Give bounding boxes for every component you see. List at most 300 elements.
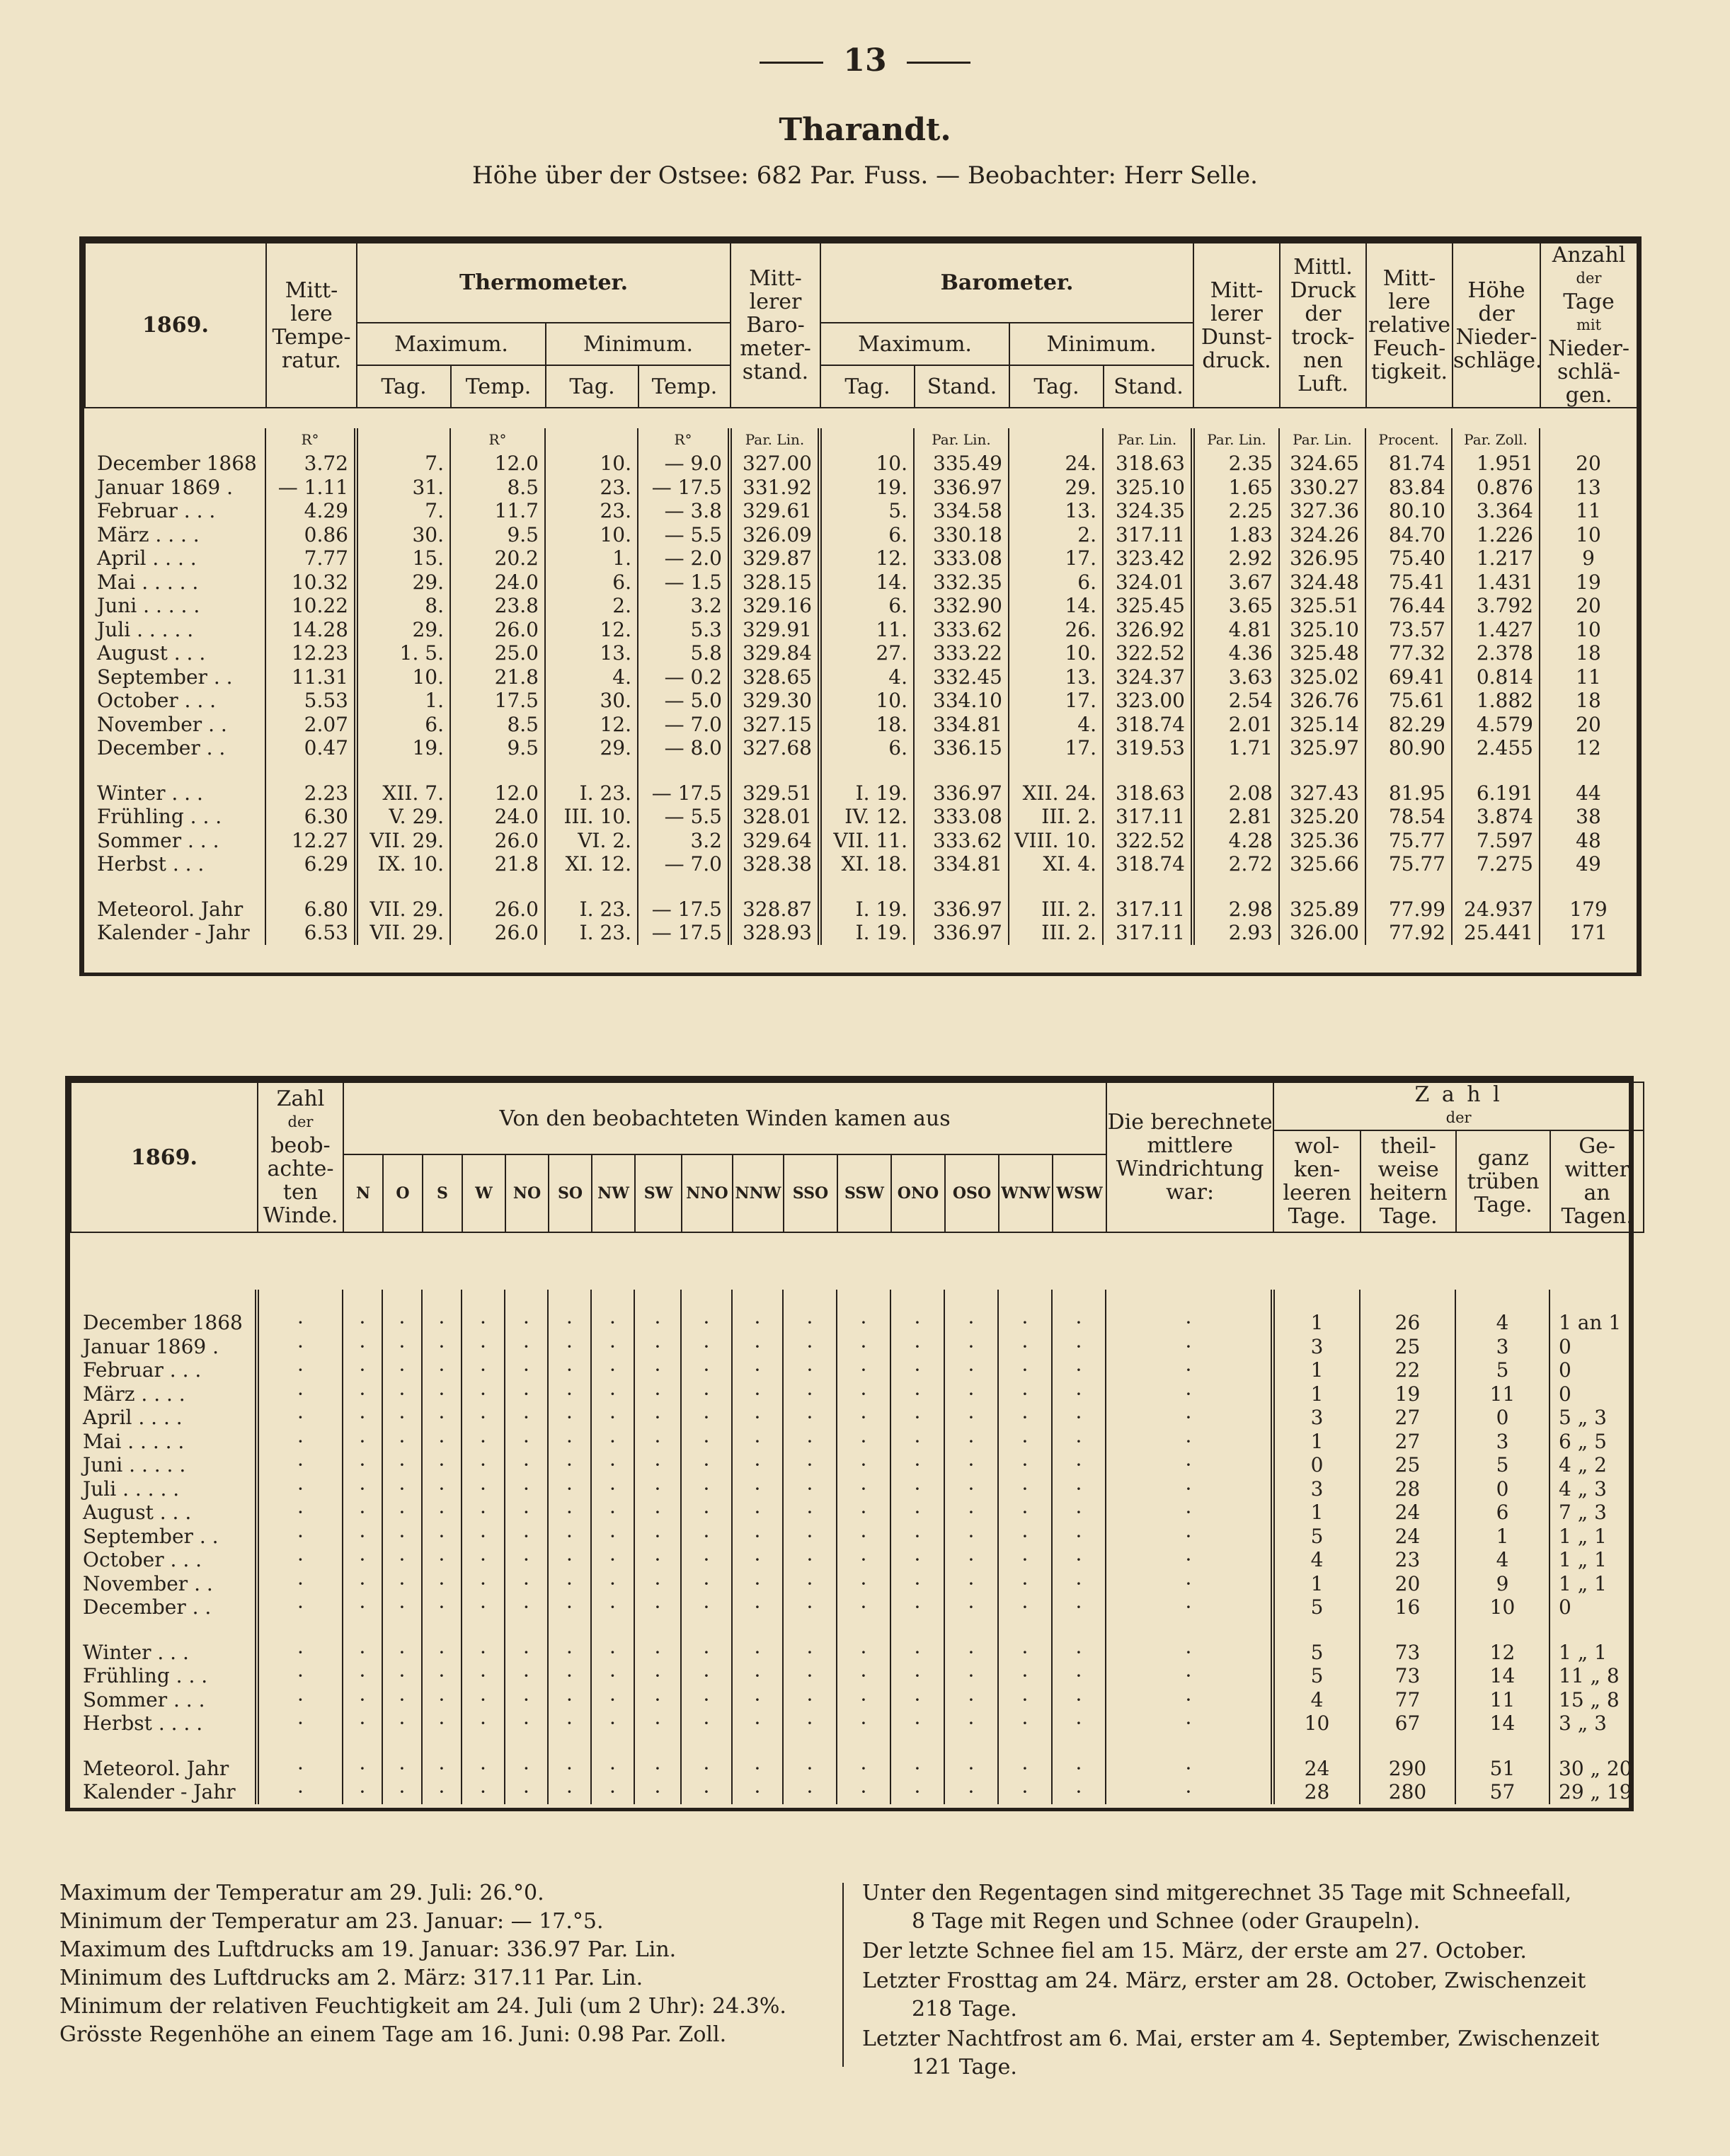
t2-empty-dot: · <box>462 1406 505 1430</box>
t1-cell: 9.5 <box>450 736 545 760</box>
t2-row-label: Kalender - Jahr <box>83 1780 236 1804</box>
t2-empty-dot: · <box>343 1780 382 1804</box>
t2-dir-header: WSW <box>1053 1154 1106 1232</box>
t1-cell: 6.53 <box>265 921 356 945</box>
t1-cell: 328.15 <box>730 570 820 595</box>
t1-cell: 24.0 <box>450 570 545 595</box>
t2-empty-dot: · <box>257 1688 343 1712</box>
t1-cell: XI. 18. <box>820 852 914 876</box>
t1-cell: 333.62 <box>914 618 1009 642</box>
t1-cell: 323.00 <box>1103 689 1193 713</box>
t2-empty-dot: · <box>837 1453 890 1477</box>
t2-empty-dot: · <box>1106 1688 1273 1712</box>
t2-empty-dot: · <box>783 1664 837 1688</box>
t2-empty-dot: · <box>732 1572 783 1596</box>
t2-empty-dot: · <box>1106 1382 1273 1406</box>
t2-empty-dot: · <box>1106 1525 1273 1549</box>
t1-cell: 324.37 <box>1103 665 1193 689</box>
t2-row <box>70 1477 1643 1501</box>
t1-cell: III. 2. <box>1009 805 1103 829</box>
t2-empty-dot: · <box>890 1641 944 1665</box>
t2-empty-dot: · <box>890 1430 944 1454</box>
t2-cell: 67 <box>1360 1711 1455 1736</box>
t2-empty-dot: · <box>343 1757 382 1781</box>
t2-empty-dot: · <box>257 1757 343 1781</box>
t2-empty-dot: · <box>548 1757 591 1781</box>
t1-cell: 328.65 <box>730 665 820 689</box>
t2-empty-dot: · <box>783 1688 837 1712</box>
t1-cell: 336.97 <box>914 476 1009 500</box>
t1-cell: 2.54 <box>1193 689 1279 713</box>
t1-cell: 1.951 <box>1452 452 1540 476</box>
t1-cell: 0.876 <box>1452 476 1540 500</box>
t1-cell: 329.84 <box>730 641 820 665</box>
t2-empty-dot: · <box>783 1525 837 1549</box>
t2-empty-dot: · <box>732 1358 783 1382</box>
t2-cell: 0 <box>1273 1453 1360 1477</box>
t2-empty-dot: · <box>681 1595 732 1619</box>
t1-cell: 329.91 <box>730 618 820 642</box>
t1-th-minimum: Minimum. <box>546 323 731 365</box>
t2-empty-dot: · <box>257 1430 343 1454</box>
t2-empty-dot: · <box>1052 1382 1106 1406</box>
t2-empty-dot: · <box>783 1780 837 1804</box>
t1-cell: 6. <box>545 570 638 595</box>
t2-empty-dot: · <box>732 1311 783 1335</box>
t2-empty-dot: · <box>505 1477 548 1501</box>
t1-cell: 27. <box>820 641 914 665</box>
t2-cell: 7 „ 3 <box>1549 1501 1643 1525</box>
t1-cell: — 2.0 <box>638 546 730 570</box>
t2-empty-dot: · <box>422 1501 462 1525</box>
t2-cell: 25 <box>1360 1453 1455 1477</box>
t1-cell: 2.01 <box>1193 713 1279 737</box>
t2-empty-dot: · <box>783 1548 837 1572</box>
t2-empty-dot: · <box>382 1525 422 1549</box>
t1-unit: Par. Lin. <box>1193 428 1279 452</box>
t1-cell: 326.92 <box>1103 618 1193 642</box>
t1-cell: III. 2. <box>1009 921 1103 945</box>
t1-cell: — 1.11 <box>265 476 356 500</box>
t1-cell: 333.62 <box>914 829 1009 853</box>
t2-empty-dot: · <box>890 1780 944 1804</box>
t1-cell: 17. <box>1009 546 1103 570</box>
t2-cell: 77 <box>1360 1688 1455 1712</box>
t1-cell: 14.28 <box>265 618 356 642</box>
t2-empty-dot: · <box>591 1311 634 1335</box>
t2-empty-dot: · <box>1106 1780 1273 1804</box>
t2-empty-dot: · <box>1052 1780 1106 1804</box>
t1-cell: 325.36 <box>1279 829 1365 853</box>
t2-empty-dot: · <box>257 1406 343 1430</box>
t1-cell: 9.5 <box>450 523 545 547</box>
t2-empty-dot: · <box>1106 1664 1273 1688</box>
t1-unit: Par. Lin. <box>730 428 820 452</box>
t1-cell: IX. 10. <box>356 852 450 876</box>
t1-cell: 2. <box>1009 523 1103 547</box>
t1-cell: 12.0 <box>450 781 545 805</box>
t2-empty-dot: · <box>422 1664 462 1688</box>
t1-cell: 325.10 <box>1103 476 1193 500</box>
t2-empty-dot: · <box>343 1595 382 1619</box>
t1-cell: 4.28 <box>1193 829 1279 853</box>
t1-cell: 12. <box>545 713 638 737</box>
t2-empty-dot: · <box>732 1430 783 1454</box>
t2-empty-dot: · <box>382 1548 422 1572</box>
t1-cell: 5.53 <box>265 689 356 713</box>
t2-cell: 73 <box>1360 1641 1455 1665</box>
t1-cell: 4. <box>820 665 914 689</box>
t2-gewitter-header: Ge- witter an Tagen. <box>1550 1130 1644 1232</box>
t2-empty-dot: · <box>382 1572 422 1596</box>
t2-empty-dot: · <box>783 1711 837 1736</box>
t1-cell: V. 29. <box>356 805 450 829</box>
t1-cell: 7.597 <box>1452 829 1540 853</box>
t2-empty-dot: · <box>422 1453 462 1477</box>
t1-cell: 26.0 <box>450 921 545 945</box>
t1-cell: 10.22 <box>265 594 356 618</box>
t1-cell: 75.77 <box>1365 829 1452 853</box>
t2-empty-dot: · <box>505 1595 548 1619</box>
t2-cell: 28 <box>1360 1477 1455 1501</box>
t2-empty-dot: · <box>634 1595 681 1619</box>
t2-dir-header: NW <box>592 1154 635 1232</box>
t1-cell: 4.36 <box>1193 641 1279 665</box>
t1-cell: 26.0 <box>450 898 545 922</box>
t2-empty-dot: · <box>257 1780 343 1804</box>
t2-gap <box>70 1619 1643 1641</box>
t1-cell: 10 <box>1540 523 1637 547</box>
t2-empty-dot: · <box>732 1453 783 1477</box>
t2-row-label: Frühling . . . <box>83 1664 208 1688</box>
t2-empty-dot: · <box>1052 1335 1106 1359</box>
t1-cell: 7.275 <box>1452 852 1540 876</box>
t1-row <box>84 713 1637 737</box>
t1-cell: 3.792 <box>1452 594 1540 618</box>
t2-empty-dot: · <box>681 1548 732 1572</box>
t2-empty-dot: · <box>1106 1501 1273 1525</box>
t1-cell: 327.68 <box>730 736 820 760</box>
t2-cell: 22 <box>1360 1358 1455 1382</box>
t1-cell: — 5.5 <box>638 523 730 547</box>
t1-cell: 0.86 <box>265 523 356 547</box>
t2-row <box>70 1641 1643 1665</box>
t2-empty-dot: · <box>890 1757 944 1781</box>
t1-cell: 6. <box>820 736 914 760</box>
table2-body <box>70 1290 1643 1804</box>
t2-empty-dot: · <box>462 1477 505 1501</box>
t2-empty-dot: · <box>257 1711 343 1736</box>
t2-empty-dot: · <box>548 1780 591 1804</box>
t1-cell: — 17.5 <box>638 476 730 500</box>
t1-row <box>84 546 1637 570</box>
t1-th-min-temp: Temp. <box>638 365 731 408</box>
t2-empty-dot: · <box>548 1595 591 1619</box>
note-left: Maximum des Luftdrucks am 19. Januar: 336.97 Par. Lin. <box>59 1937 677 1962</box>
t2-empty-dot: · <box>422 1641 462 1665</box>
t2-empty-dot: · <box>343 1688 382 1712</box>
t1-cell: 29. <box>356 618 450 642</box>
t2-empty-dot: · <box>732 1664 783 1688</box>
t1-cell: 14. <box>820 570 914 595</box>
t1-cell: 2.35 <box>1193 452 1279 476</box>
t2-row-label: December 1868 <box>83 1311 243 1335</box>
t2-cell: 5 <box>1273 1595 1360 1619</box>
t1-cell: — 1.5 <box>638 570 730 595</box>
t2-empty-dot: · <box>548 1711 591 1736</box>
t2-cell: 0 <box>1455 1477 1549 1501</box>
t2-empty-dot: · <box>998 1525 1052 1549</box>
t2-empty-dot: · <box>382 1382 422 1406</box>
t2-empty-dot: · <box>257 1358 343 1382</box>
t1-cell: 336.97 <box>914 898 1009 922</box>
t2-empty-dot: · <box>837 1664 890 1688</box>
t1-cell: 30. <box>356 523 450 547</box>
t2-dir-header: O <box>383 1154 423 1232</box>
t2-empty-dot: · <box>681 1453 732 1477</box>
t2-empty-dot: · <box>998 1780 1052 1804</box>
t1-row-label: December 1868 <box>97 452 257 476</box>
t1-cell: VII. 29. <box>356 829 450 853</box>
t2-empty-dot: · <box>681 1477 732 1501</box>
t1-cell: 7. <box>356 499 450 523</box>
t2-gap <box>70 1736 1643 1757</box>
t2-empty-dot: · <box>382 1711 422 1736</box>
t2-empty-dot: · <box>1052 1477 1106 1501</box>
t2-empty-dot: · <box>548 1430 591 1454</box>
t1-unit: Procent. <box>1365 428 1452 452</box>
t2-empty-dot: · <box>1052 1711 1106 1736</box>
t1-th-max-tag: Tag. <box>357 365 451 408</box>
t1-cell: VII. 29. <box>356 921 450 945</box>
t1-cell: 326.00 <box>1279 921 1365 945</box>
t2-ganz-header: ganz trüben Tage. <box>1456 1130 1550 1232</box>
t1-cell: 19. <box>820 476 914 500</box>
t1-cell: 80.10 <box>1365 499 1452 523</box>
t2-empty-dot: · <box>591 1780 634 1804</box>
t2-row <box>70 1572 1643 1596</box>
t1-cell: 77.32 <box>1365 641 1452 665</box>
t2-empty-dot: · <box>1052 1406 1106 1430</box>
t1-ba-maximum: Maximum. <box>820 323 1009 365</box>
t1-cell: 12. <box>545 618 638 642</box>
t2-empty-dot: · <box>783 1477 837 1501</box>
t1-unit <box>356 428 450 452</box>
t1-cell: 325.14 <box>1279 713 1365 737</box>
t1-gap <box>84 760 1637 781</box>
t2-empty-dot: · <box>382 1757 422 1781</box>
t1-cell: 20 <box>1540 713 1637 737</box>
t2-empty-dot: · <box>422 1572 462 1596</box>
t2-empty-dot: · <box>998 1453 1052 1477</box>
t2-empty-dot: · <box>998 1335 1052 1359</box>
t2-empty-dot: · <box>591 1430 634 1454</box>
t2-empty-dot: · <box>681 1757 732 1781</box>
t1-cell: 11 <box>1540 499 1637 523</box>
t2-cell: 1 <box>1273 1430 1360 1454</box>
t2-row-label: August . . . <box>83 1501 192 1525</box>
t2-cell: 26 <box>1360 1311 1455 1335</box>
t1-cell: — 5.0 <box>638 689 730 713</box>
t1-cell: 0.47 <box>265 736 356 760</box>
t1-cell: 334.10 <box>914 689 1009 713</box>
t2-empty-dot: · <box>634 1453 681 1477</box>
t2-row <box>70 1688 1643 1712</box>
t2-cell: 73 <box>1360 1664 1455 1688</box>
t2-cell: 1 „ 1 <box>1549 1525 1643 1549</box>
t1-ba-min-stand: Stand. <box>1104 365 1193 408</box>
t1-cell: 4.81 <box>1193 618 1279 642</box>
t1-row-label: Winter . . . <box>97 781 203 805</box>
t2-cell: 11 <box>1455 1382 1549 1406</box>
t1-row <box>84 523 1637 547</box>
t2-empty-dot: · <box>1106 1757 1273 1781</box>
t2-row-label: September . . <box>83 1524 219 1548</box>
t2-dir-header: OSO <box>945 1154 999 1232</box>
t1-ba-min-tag: Tag. <box>1009 365 1104 408</box>
t2-cell: 4 <box>1455 1311 1549 1335</box>
t1-cell: I. 19. <box>820 781 914 805</box>
note-right: Letzter Frosttag am 24. März, erster am 28. October, Zwischenzeit 218 Tage. <box>862 1968 1586 2022</box>
t2-empty-dot: · <box>382 1641 422 1665</box>
t2-empty-dot: · <box>634 1477 681 1501</box>
station-title: Tharandt. <box>779 112 951 148</box>
t2-empty-dot: · <box>343 1501 382 1525</box>
t2-wolken-header: wol- ken- leeren Tage. <box>1273 1130 1360 1232</box>
t1-cell: 48 <box>1540 829 1637 853</box>
t2-empty-dot: · <box>998 1406 1052 1430</box>
t2-empty-dot: · <box>505 1548 548 1572</box>
t2-empty-dot: · <box>998 1358 1052 1382</box>
t1-unit: Par. Lin. <box>914 428 1009 452</box>
t1-cell: 18. <box>820 713 914 737</box>
t1-cell: 84.70 <box>1365 523 1452 547</box>
t2-empty-dot: · <box>462 1595 505 1619</box>
t2-empty-dot: · <box>634 1757 681 1781</box>
t1-cell: 2.455 <box>1452 736 1540 760</box>
t2-empty-dot: · <box>681 1501 732 1525</box>
t2-empty-dot: · <box>890 1711 944 1736</box>
t2-empty-dot: · <box>1106 1335 1273 1359</box>
t2-empty-dot: · <box>1052 1358 1106 1382</box>
t1-row-label: August . . . <box>97 641 206 665</box>
t1-cell: 44 <box>1540 781 1637 805</box>
t2-empty-dot: · <box>257 1572 343 1596</box>
note-left: Minimum der Temperatur am 23. Januar: — 17.°5. <box>59 1909 604 1934</box>
t2-empty-dot: · <box>944 1641 998 1665</box>
t2-empty-dot: · <box>343 1430 382 1454</box>
t2-empty-dot: · <box>462 1641 505 1665</box>
t2-empty-dot: · <box>505 1757 548 1781</box>
t2-empty-dot: · <box>944 1358 998 1382</box>
t1-cell: 49 <box>1540 852 1637 876</box>
t1-cell: 24.0 <box>450 805 545 829</box>
t1-cell: 75.41 <box>1365 570 1452 595</box>
t2-empty-dot: · <box>732 1595 783 1619</box>
t2-empty-dot: · <box>422 1780 462 1804</box>
t1-cell: 326.09 <box>730 523 820 547</box>
t2-empty-dot: · <box>343 1572 382 1596</box>
t2-empty-dot: · <box>422 1548 462 1572</box>
t1-cell: 326.76 <box>1279 689 1365 713</box>
table1-header <box>84 242 1638 408</box>
t1-cell: XI. 12. <box>545 852 638 876</box>
t1-cell: 335.49 <box>914 452 1009 476</box>
t2-empty-dot: · <box>783 1641 837 1665</box>
t2-empty-dot: · <box>1052 1548 1106 1572</box>
t1-cell: 171 <box>1540 921 1637 945</box>
t2-empty-dot: · <box>548 1572 591 1596</box>
t2-empty-dot: · <box>681 1358 732 1382</box>
t2-empty-dot: · <box>548 1453 591 1477</box>
t1-cell: 3.63 <box>1193 665 1279 689</box>
t2-empty-dot: · <box>257 1453 343 1477</box>
t1-cell: 9 <box>1540 546 1637 570</box>
t1-row <box>84 921 1637 945</box>
t2-empty-dot: · <box>548 1477 591 1501</box>
t2-cell: 3 <box>1455 1430 1549 1454</box>
t1-cell: 333.08 <box>914 546 1009 570</box>
t2-empty-dot: · <box>462 1664 505 1688</box>
t2-empty-dot: · <box>944 1572 998 1596</box>
t2-dir-header: NNW <box>733 1154 784 1232</box>
t2-empty-dot: · <box>548 1501 591 1525</box>
t1-cell: XI. 4. <box>1009 852 1103 876</box>
t2-empty-dot: · <box>1106 1595 1273 1619</box>
t1-cell: 24. <box>1009 452 1103 476</box>
t1-cell: 10. <box>1009 641 1103 665</box>
t2-empty-dot: · <box>462 1525 505 1549</box>
t1-cell: 83.84 <box>1365 476 1452 500</box>
t2-empty-dot: · <box>1052 1501 1106 1525</box>
t1-unit: R° <box>265 428 356 452</box>
t1-cell: 20.2 <box>450 546 545 570</box>
t2-row-label: Februar . . . <box>83 1358 202 1382</box>
t1-cell: 1. 5. <box>356 641 450 665</box>
t2-cell: 5 <box>1273 1525 1360 1549</box>
t2-empty-dot: · <box>944 1664 998 1688</box>
t1-row <box>84 452 1637 476</box>
t1-cell: 1. <box>545 546 638 570</box>
t1-gap <box>84 876 1637 898</box>
t2-empty-dot: · <box>257 1335 343 1359</box>
t1-cell: I. 19. <box>820 898 914 922</box>
t2-empty-dot: · <box>890 1358 944 1382</box>
t1-cell: 4. <box>1009 713 1103 737</box>
t2-empty-dot: · <box>382 1358 422 1382</box>
t1-row-label: September . . <box>97 665 233 689</box>
t2-cell: 30 „ 20 <box>1549 1757 1643 1781</box>
t1-row-label: Herbst . . . <box>97 852 205 876</box>
t2-empty-dot: · <box>890 1595 944 1619</box>
t2-dir-header: S <box>423 1154 462 1232</box>
t2-empty-dot: · <box>944 1311 998 1335</box>
t2-empty-dot: · <box>548 1688 591 1712</box>
t2-empty-dot: · <box>505 1311 548 1335</box>
t1-unit-row <box>84 428 1637 452</box>
t1-cell: 17.5 <box>450 689 545 713</box>
t1-row <box>84 476 1637 500</box>
t2-empty-dot: · <box>422 1406 462 1430</box>
t1-cell: 19. <box>356 736 450 760</box>
t2-empty-dot: · <box>890 1501 944 1525</box>
t1-cell: 317.11 <box>1103 898 1193 922</box>
t2-empty-dot: · <box>462 1572 505 1596</box>
t2-row <box>70 1311 1643 1335</box>
t2-dir-header: NNO <box>682 1154 733 1232</box>
t2-empty-dot: · <box>837 1406 890 1430</box>
t1-cell: 17. <box>1009 689 1103 713</box>
